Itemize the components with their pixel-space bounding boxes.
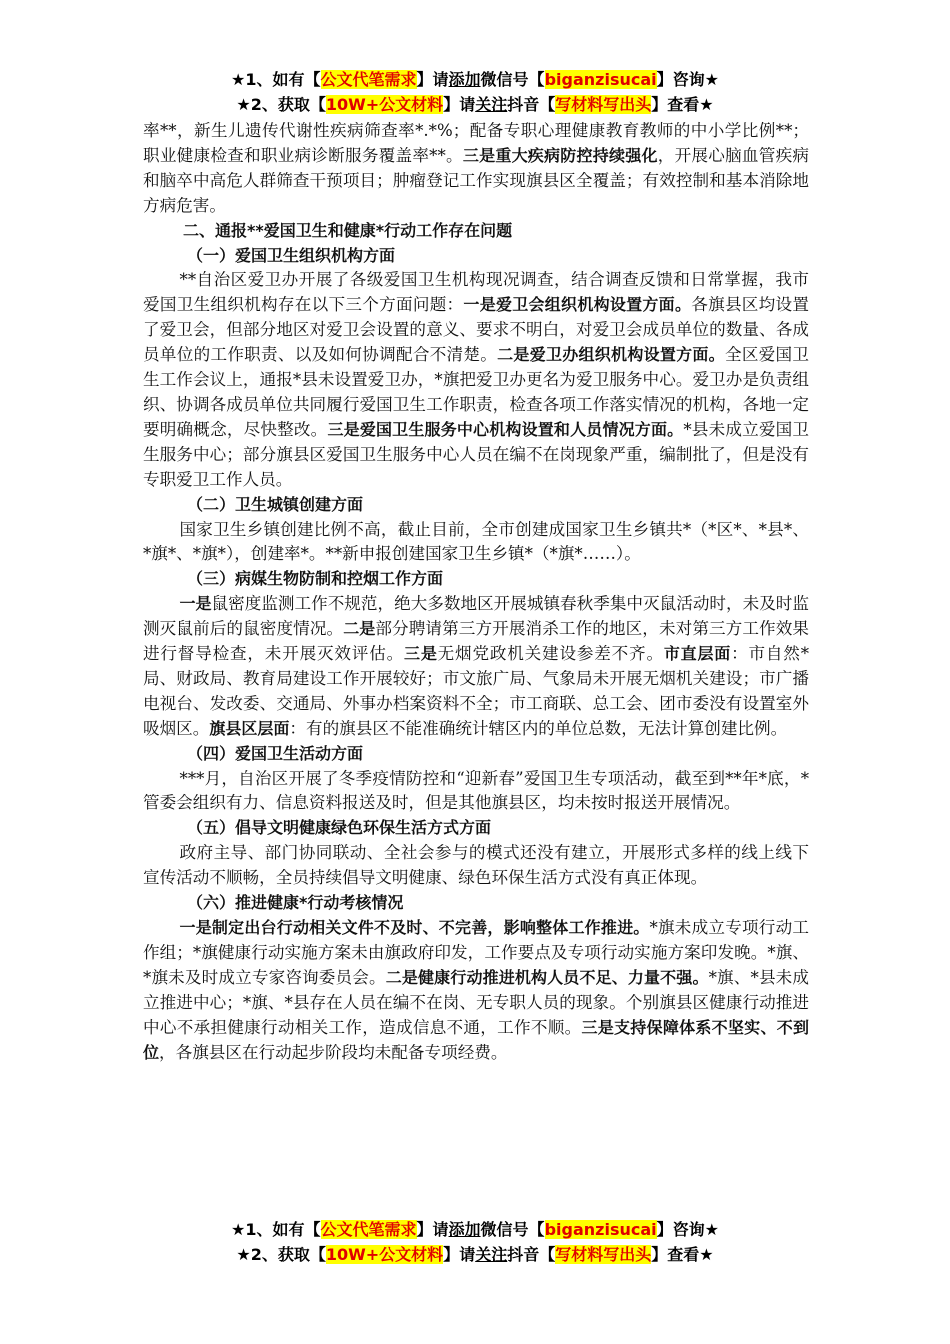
paragraph: 一是制定出台行动相关文件不及时、不完善，影响整体工作推进。*旗未成立专项行动工作组；*旗健康行动实施方案未由旗政府印发，工作要点及专项行动实施方案印发晚。*旗、*旗未及时成立专家咨询委员会。二是健康行动推进机构人员不足、力量不强。*旗、*县未成立推进中心；*旗、*县存在人员在编不在岗、无专职人员的现象。个别旗县区健康行动推进中心不承担健康行动相关工作，造成信息不通，工作不顺。三是支持保障体系不坚实、不到位，各旗县区在行动起步阶段均未配备专项经费。 [143,918,810,1062]
promo-highlight: 10W+公文材料 [325,1245,444,1264]
promo-highlight: 10W+公文材料 [325,95,444,114]
section-heading: 二、通报**爱国卫生和健康*行动工作存在问题 [183,220,513,240]
promo-highlight: 公文代笔需求 [320,1220,417,1239]
subsection-heading: （二）卫生城镇创建方面 [187,494,364,514]
wechat-id-highlight: biganzisucai [544,1220,657,1239]
paragraph: 政府主导、部门协同联动、全社会参与的模式还没有建立，开展形式多样的线上线下宣传活动不顺畅，全员持续倡导文明健康、绿色环保生活方式没有真正体现。 [143,843,809,888]
promo-banner-top-line2: ★2、获取【10W+公文材料】请关注抖音【写材料写出头】查看★ [236,95,714,114]
paragraph: **自治区爱卫办开展了各级爱国卫生机构现况调查，结合调查反馈和日常掌握，我市爱国卫生组织机构存在以下三个方面问题：一是爱卫会组织机构设置方面。各旗县区均设置了爱卫会，但部分地区对爱卫会设置的意义、要求不明白，对爱卫会成员单位的数量、各成员单位的工作职责、以及如何协调配合不清楚。二是爱卫办组织机构设置方面。全区爱国卫生工作会议上，通报*县未设置爱卫办，*旗把爱卫办更名为爱卫服务中心。爱卫办是负责组织、协调各成员单位共同履行爱国卫生工作职责，检查各项工作落实情况的机构，各地一定要明确概念，尽快整改。三是爱国卫生服务中心机构设置和人员情况方面。*县未成立爱国卫生服务中心；部分旗县区爱国卫生服务中心人员在编不在岗现象严重，编制批了，但是没有专职爱卫工作人员。 [143,270,810,489]
douyin-id-highlight: 写材料写出头 [555,1245,652,1264]
paragraph: ***月，自治区开展了冬季疫情防控和“迎新春”爱国卫生专项活动，截至到**年*底，*管委会组织有力、信息资料报送及时，但是其他旗县区，均未按时报送开展情况。 [143,768,809,813]
subsection-heading: （四）爱国卫生活动方面 [187,743,364,763]
promo-highlight: 公文代笔需求 [320,70,417,89]
subsection-heading: （三）病媒生物防制和控烟工作方面 [187,569,444,589]
subsection-heading: （六）推进健康*行动考核情况 [187,893,404,913]
promo-banner-top-line1: ★1、如有【公文代笔需求】请添加微信号【biganzisucai】咨询★ [231,70,719,89]
wechat-id-highlight: biganzisucai [544,70,657,89]
promo-banner-bottom-line2: ★2、获取【10W+公文材料】请关注抖音【写材料写出头】查看★ [236,1245,714,1264]
paragraph: 一是鼠密度监测工作不规范，绝大多数地区开展城镇春秋季集中灭鼠活动时，未及时监测灭鼠前后的鼠密度情况。二是部分聘请第三方开展消杀工作的地区，未对第三方工作效果进行督导检查，未开展灭效评估。三是无烟党政机关建设参差不齐。市直层面：市自然*局、财政局、教育局建设工作开展较好；市文旅广局、气象局未开展无烟机关建设；市广播电视台、发改委、交通局、外事办档案资料不全；市工商联、总工会、团市委没有设置室外吸烟区。旗县区层面：有的旗县区不能准确统计辖区内的单位总数，无法计算创建比例。 [143,594,810,738]
douyin-id-highlight: 写材料写出头 [555,95,652,114]
subsection-heading: （五）倡导文明健康绿色环保生活方式方面 [187,818,492,838]
document-body [143,119,809,1065]
promo-banner-bottom-line1: ★1、如有【公文代笔需求】请添加微信号【biganzisucai】咨询★ [231,1220,719,1239]
paragraph: 率**，新生儿遗传代谢性疾病筛查率*.*%；配备专职心理健康教育教师的中小学比例**；职业健康检查和职业病诊断服务覆盖率**。三是重大疾病防控持续强化，开展心脑血管疾病和脑卒中高危人群筛查干预项目；肿瘤登记工作实现旗县区全覆盖；有效控制和基本消除地方病危害。 [143,121,809,215]
subsection-heading: （一）爱国卫生组织机构方面 [187,245,396,265]
paragraph: 国家卫生乡镇创建比例不高，截止目前，全市创建成国家卫生乡镇共*（*区*、*县*、*旗*、*旗*），创建率*。**新申报创建国家卫生乡镇*（*旗*……）。 [143,519,809,564]
